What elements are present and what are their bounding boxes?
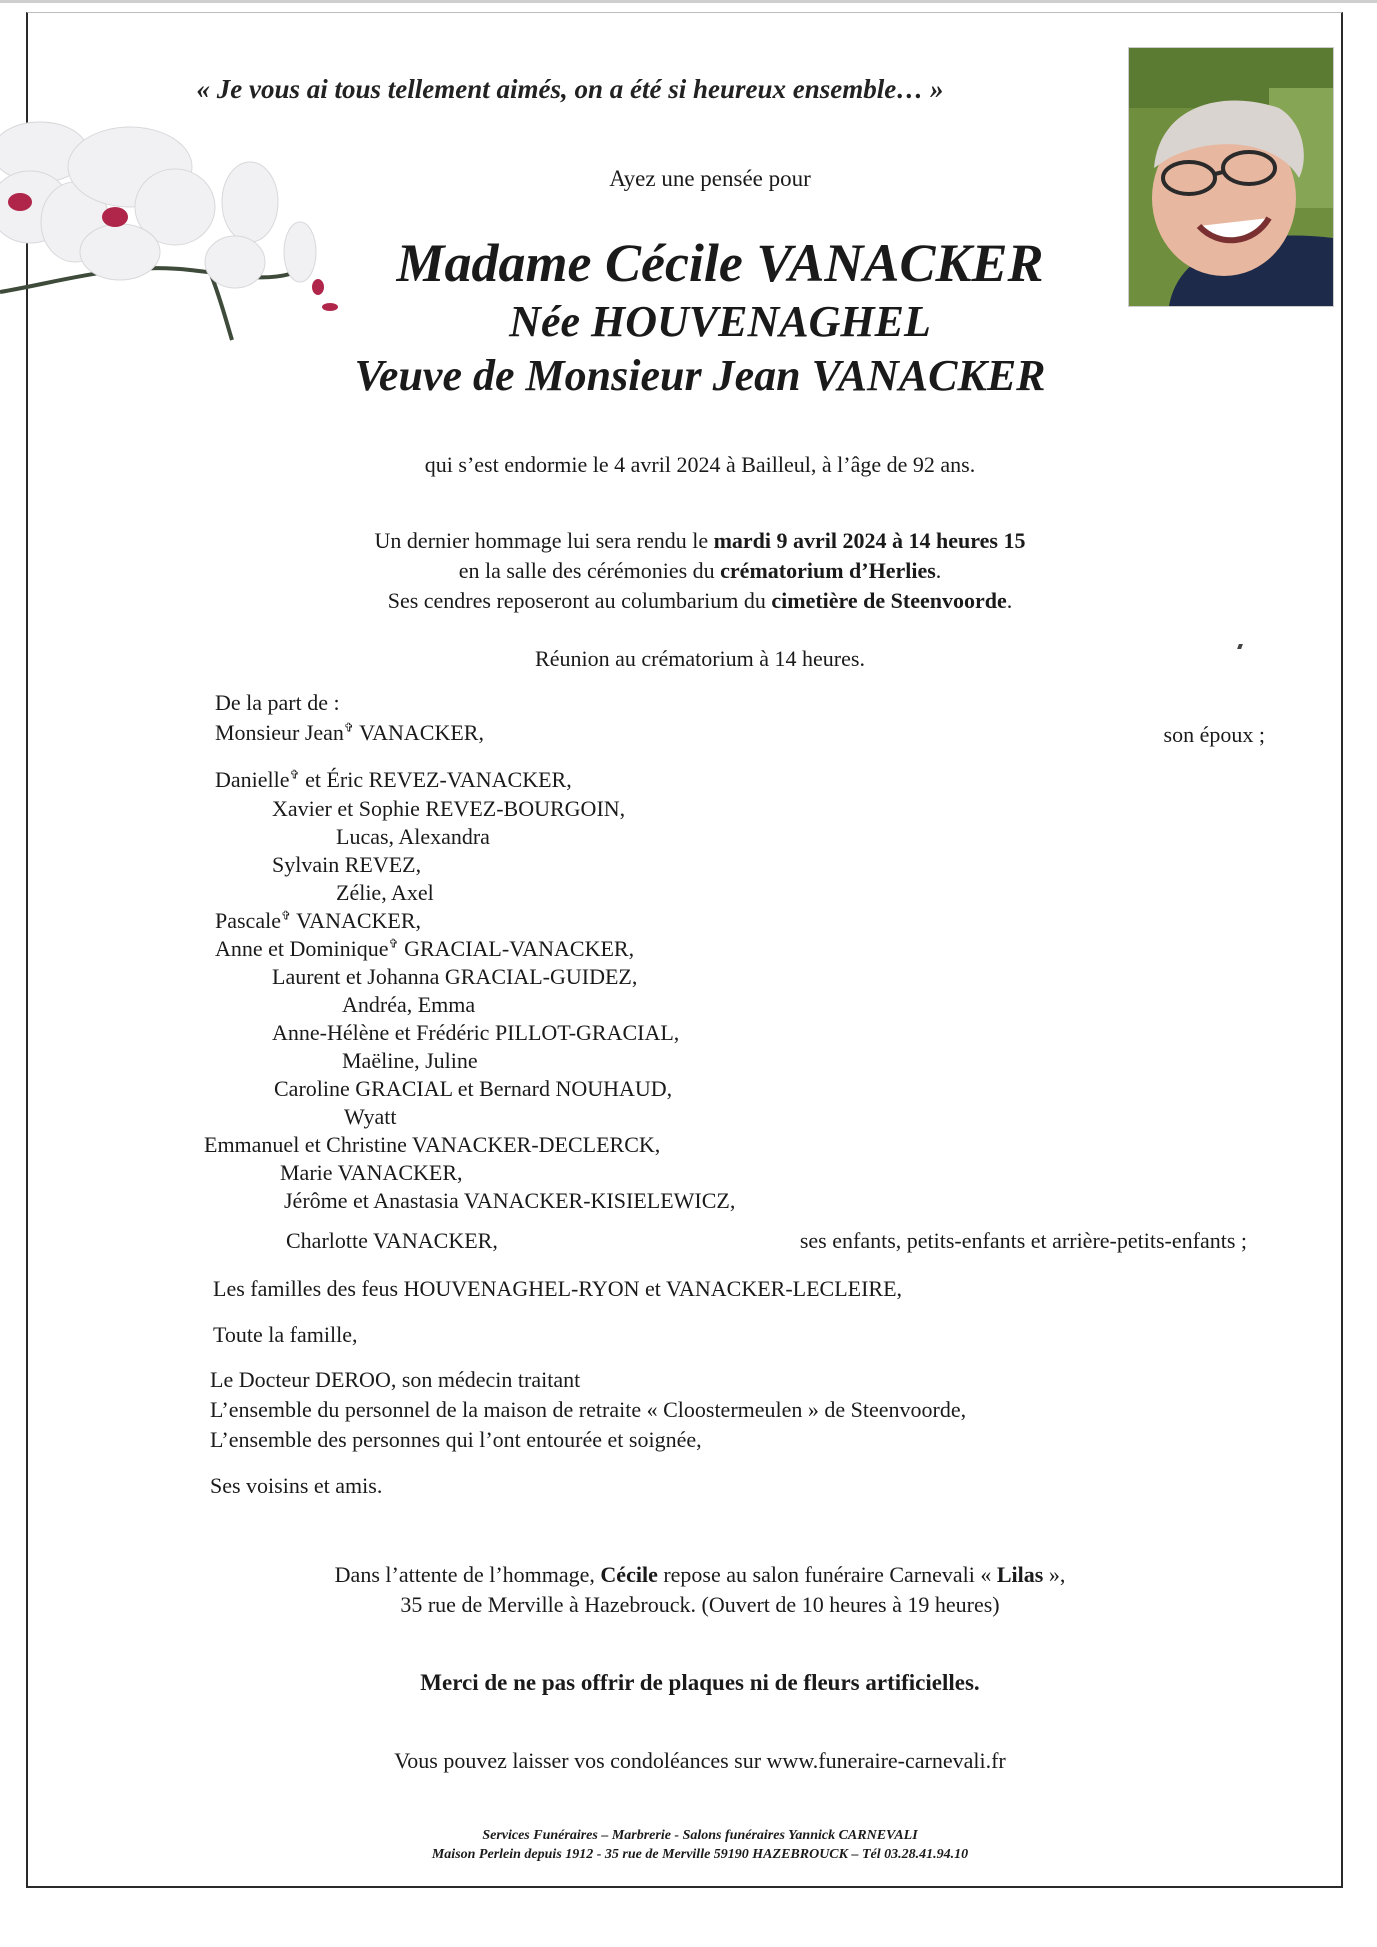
family-member-line [336, 880, 434, 906]
family-member-line [215, 908, 421, 934]
spouse-role: son époux ; [1163, 722, 1265, 747]
neighbours-line: Ses voisins et amis. [210, 1473, 383, 1498]
family-member-line [215, 767, 572, 793]
condolences-link-text: Vous pouvez laisser vos condoléances sur www.funeraire-carnevali.fr [394, 1748, 1006, 1773]
scan-top-edge [0, 0, 1377, 3]
family-member-line [286, 1228, 498, 1254]
footer-line1: Services Funéraires – Marbrerie - Salons funéraires Yannick CARNEVALI [482, 1828, 918, 1843]
footer [200, 1826, 1200, 1864]
all-family-line: Toute la famille, [213, 1322, 358, 1347]
family-member-name: Sylvain REVEZ, [272, 852, 422, 877]
family-member-name: Maëline, Juline [342, 1048, 478, 1073]
family-member-name: GRACIAL-VANACKER, [398, 936, 635, 961]
footer-line2: Maison Perlein depuis 1912 - 35 rue de Merville 59190 HAZEBROUCK – Tél 03.28.41.94.10 [431, 1847, 969, 1862]
family-member-name: VANACKER, [291, 908, 422, 933]
family-member-name: et Éric REVEZ-VANACKER, [299, 767, 572, 792]
family-member-line [274, 1076, 672, 1102]
ceremony-place: crématorium d’Herlies [720, 558, 936, 583]
family-member-name: Andréa, Emma [342, 992, 476, 1017]
cemetery-name: cimetière de Steenvoorde [771, 588, 1007, 613]
cross-icon: ✞ [280, 908, 292, 923]
family-member-name: Anne et Dominique [215, 936, 389, 961]
no-flowers-notice: Merci de ne pas offrir de plaques ni de fleurs artificielles. [420, 1670, 980, 1695]
children-role: ses enfants, petits-enfants et arrière-petits-enfants ; [799, 1228, 1247, 1253]
spouse-surname: VANACKER, [353, 720, 484, 745]
cross-icon: ✞ [289, 767, 300, 782]
ceremony-line1-text: Un dernier hommage lui sera rendu le [374, 528, 714, 553]
family-member-line [342, 992, 475, 1018]
first-name: Cécile [600, 1562, 658, 1587]
spouse-line [215, 720, 484, 746]
family-member-name: Marie VANACKER, [280, 1160, 463, 1185]
salon-room: Lilas [996, 1562, 1044, 1587]
salon-address: 35 rue de Merville à Hazebrouck. (Ouvert de 10 heures à 19 heures) [400, 1592, 1000, 1617]
family-member-name: Caroline GRACIAL et Bernard NOUHAUD, [274, 1076, 673, 1101]
family-member-name: Pascale [215, 908, 281, 933]
salon-text: », [1043, 1562, 1066, 1587]
family-member-line [272, 852, 421, 878]
epitaph-quote: « Je vous ai tous tellement aimés, on a été si heureux ensemble… » [196, 74, 944, 104]
family-member-name: Danielle [215, 767, 290, 792]
cross-icon: ✞ [343, 720, 354, 735]
punct: . [935, 558, 942, 583]
ceremony-line3-text: Ses cendres reposeront au columbarium du [387, 588, 772, 613]
intro-text: Ayez une pensée pour [609, 166, 811, 191]
family-member-line [272, 796, 625, 822]
punct: . [1006, 588, 1013, 613]
family-member-name: Charlotte VANACKER, [286, 1228, 498, 1253]
family-member-name: Wyatt [344, 1104, 397, 1129]
widow-of: Veuve de Monsieur Jean VANACKER [354, 351, 1046, 400]
family-member-name: Zélie, Axel [336, 880, 434, 905]
ceremony-line2-text: en la salle des cérémonies du [458, 558, 721, 583]
reunion-text: Réunion au crématorium à 14 heures. [535, 646, 865, 671]
salon-text: repose au salon funéraire Carnevali « [657, 1562, 997, 1587]
family-member-line [284, 1188, 735, 1214]
carers-line: L’ensemble des personnes qui l’ont entourée et soignée, [210, 1427, 702, 1452]
deceased-name: Madame Cécile VANACKER [396, 233, 1044, 293]
family-member-line [336, 824, 490, 850]
family-member-name: Emmanuel et Christine VANACKER-DECLERCK, [204, 1132, 661, 1157]
family-member-line [215, 936, 634, 962]
death-notice: qui s’est endormie le 4 avril 2024 à Bailleul, à l’âge de 92 ans. [424, 452, 976, 477]
family-member-name: Lucas, Alexandra [336, 824, 490, 849]
family-member-name: Jérôme et Anastasia VANACKER-KISIELEWICZ, [284, 1188, 736, 1213]
family-member-line [272, 1020, 679, 1046]
portrait-photo [1128, 47, 1334, 307]
ceremony-details [200, 526, 1200, 616]
doctor-line: Le Docteur DEROO, son médecin traitant [210, 1367, 581, 1392]
family-member-line [204, 1132, 660, 1158]
family-member-line [280, 1160, 463, 1186]
maiden-name: Née HOUVENAGHEL [509, 297, 931, 346]
family-member-line [342, 1048, 478, 1074]
family-member-name: Laurent et Johanna GRACIAL-GUIDEZ, [272, 964, 638, 989]
family-member-line [344, 1104, 396, 1130]
families-line: Les familles des feus HOUVENAGHEL-RYON et VANACKER-LECLEIRE, [213, 1276, 903, 1301]
staff-line: L’ensemble du personnel de la maison de retraite « Cloostermeulen » de Steenvoorde, [210, 1397, 967, 1422]
salon-info [200, 1560, 1200, 1620]
ceremony-date: mardi 9 avril 2024 à 14 heures 15 [713, 528, 1026, 553]
family-member-name: Anne-Hélène et Frédéric PILLOT-GRACIAL, [272, 1020, 680, 1045]
salon-text: Dans l’attente de l’hommage, [334, 1562, 601, 1587]
family-member-line [272, 964, 637, 990]
family-member-name: Xavier et Sophie REVEZ-BOURGOIN, [272, 796, 626, 821]
spouse-name: Monsieur Jean [215, 720, 344, 745]
family-intro: De la part de : [215, 690, 340, 715]
cross-icon: ✞ [388, 936, 399, 951]
